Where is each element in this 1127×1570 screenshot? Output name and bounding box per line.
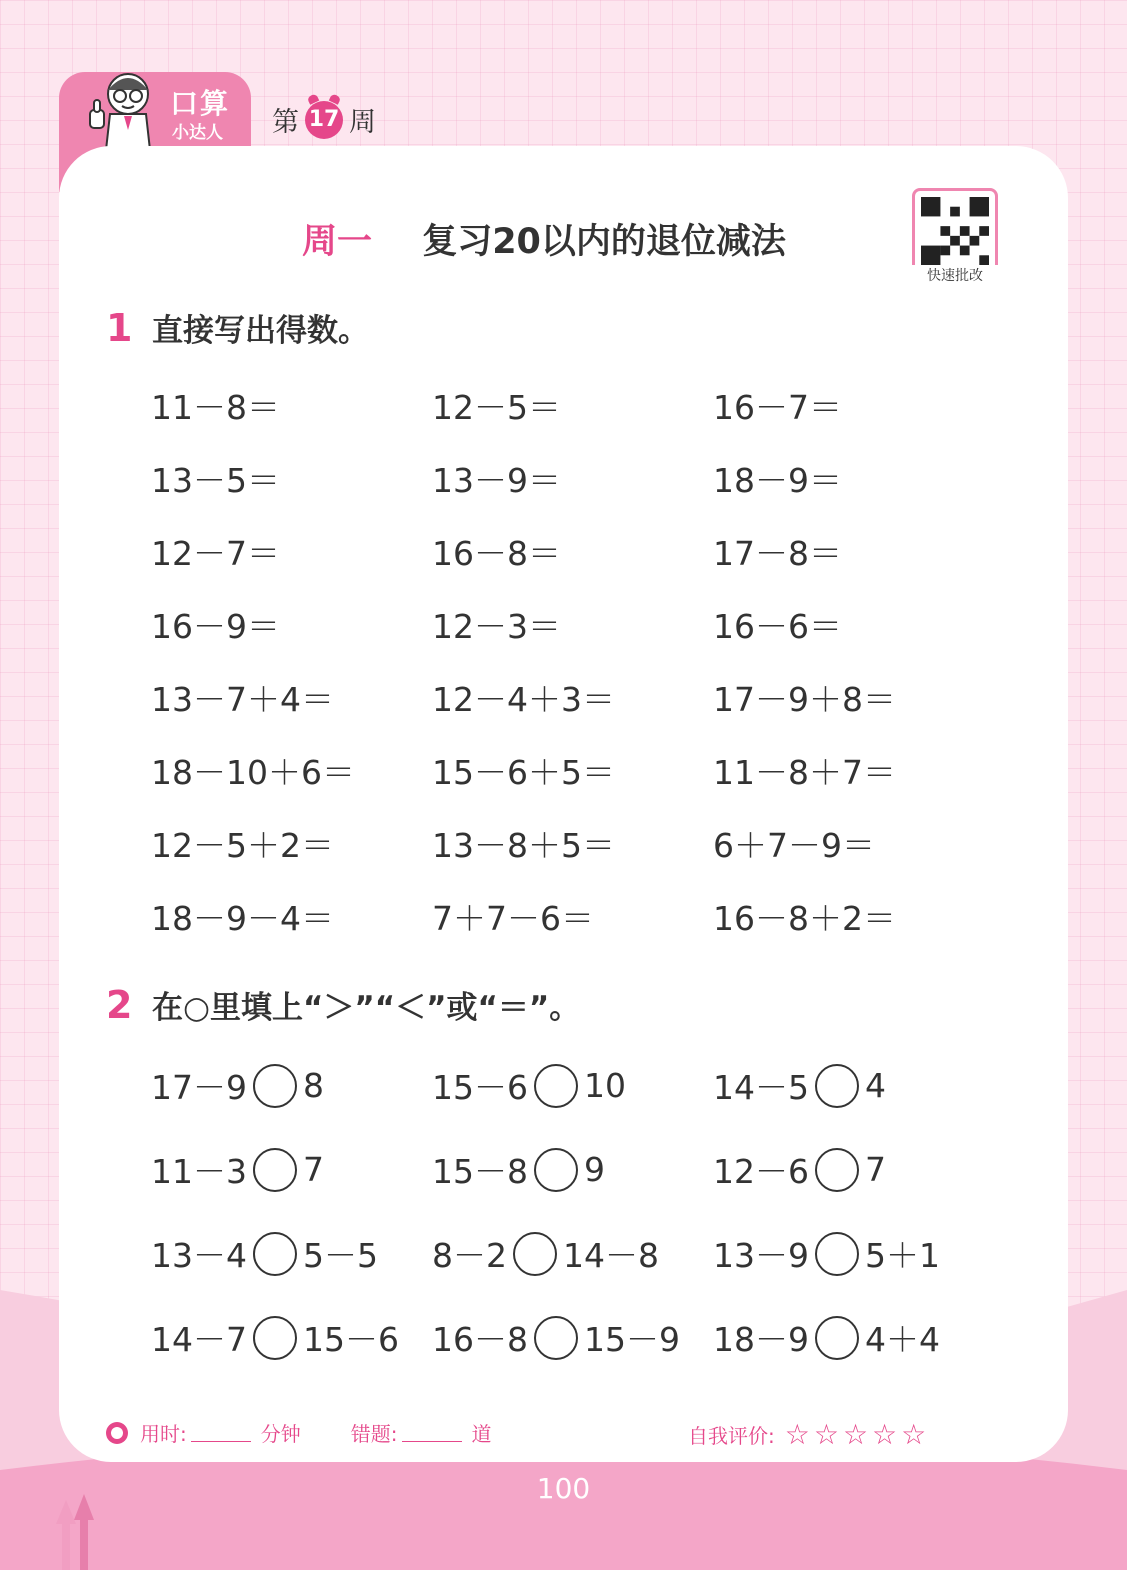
comparison-right: 15－9	[584, 1320, 680, 1359]
page-title	[302, 214, 786, 264]
answer-circle[interactable]	[253, 1064, 297, 1108]
problem: 13－8＋5＝	[432, 826, 615, 865]
answer-circle[interactable]	[253, 1148, 297, 1192]
comparison-right: 5－5	[303, 1236, 378, 1275]
week-suffix: 周	[349, 107, 376, 138]
comparison-left: 8－2	[432, 1236, 507, 1275]
problem: 13－7＋4＝	[151, 680, 334, 719]
problem: 16－7＝	[713, 388, 842, 427]
problem: 12－7＝	[151, 534, 280, 573]
answer-circle[interactable]	[534, 1148, 578, 1192]
problem: 11－8＋7＝	[713, 753, 896, 792]
comparison-left: 14－5	[713, 1068, 809, 1107]
problem: 12－5＋2＝	[151, 826, 334, 865]
problem: 12－3＝	[432, 607, 561, 646]
answer-circle[interactable]	[534, 1316, 578, 1360]
comparison-left: 15－8	[432, 1152, 528, 1191]
section2-number: 2	[106, 982, 133, 1027]
comparison	[713, 1230, 940, 1277]
problem: 12－5＝	[432, 388, 561, 427]
qr-label: 快速批改	[912, 265, 998, 285]
stopwatch-icon	[106, 1422, 128, 1444]
mascot-icon	[80, 70, 170, 150]
problem: 16－8＝	[432, 534, 561, 573]
comparison	[151, 1230, 378, 1277]
comparison-right: 4＋4	[865, 1320, 940, 1359]
star-rating[interactable]: ☆☆☆☆☆	[784, 1418, 931, 1451]
comparison	[713, 1146, 886, 1193]
time-label: 用时:	[140, 1422, 187, 1446]
comparison	[432, 1314, 680, 1361]
tab-subtitle: 小达人	[172, 123, 223, 143]
time-unit: 分钟	[260, 1422, 301, 1446]
answer-circle[interactable]	[815, 1064, 859, 1108]
week-indicator	[272, 100, 376, 139]
comparison	[151, 1062, 324, 1109]
topic-label: 复习20以内的退位减法	[422, 222, 786, 262]
answer-circle[interactable]	[534, 1064, 578, 1108]
comparison-right: 9	[584, 1150, 605, 1189]
problem: 16－9＝	[151, 607, 280, 646]
problem: 16－8＋2＝	[713, 899, 896, 938]
comparison-left: 13－4	[151, 1236, 247, 1275]
comparison	[151, 1146, 324, 1193]
answer-circle[interactable]	[253, 1316, 297, 1360]
comparison-right: 8	[303, 1066, 324, 1105]
answer-circle[interactable]	[513, 1232, 557, 1276]
comparison	[432, 1146, 605, 1193]
problem: 6＋7－9＝	[713, 826, 875, 865]
comparison	[151, 1314, 399, 1361]
problem: 16－6＝	[713, 607, 842, 646]
section1-heading	[106, 305, 369, 350]
answer-circle[interactable]	[253, 1232, 297, 1276]
answer-circle[interactable]	[815, 1232, 859, 1276]
problem: 13－5＝	[151, 461, 280, 500]
section2-heading	[106, 982, 580, 1027]
page-number: 100	[536, 1472, 591, 1505]
comparison-left: 14－7	[151, 1320, 247, 1359]
errors-label: 错题:	[350, 1422, 398, 1446]
comparison-right: 5＋1	[865, 1236, 940, 1275]
comparison-left: 15－6	[432, 1068, 528, 1107]
week-number-badge: 17	[305, 101, 343, 139]
problem: 18－9－4＝	[151, 899, 334, 938]
comparison-left: 17－9	[151, 1068, 247, 1107]
problem: 15－6＋5＝	[432, 753, 615, 792]
problem: 17－9＋8＝	[713, 680, 896, 719]
comparison-left: 16－8	[432, 1320, 528, 1359]
problem: 17－8＝	[713, 534, 842, 573]
problem: 18－10＋6＝	[151, 753, 355, 792]
comparison	[432, 1062, 626, 1109]
comparison-left: 18－9	[713, 1320, 809, 1359]
problem: 7＋7－6＝	[432, 899, 594, 938]
comparison-left: 11－3	[151, 1152, 247, 1191]
comparison-right: 14－8	[563, 1236, 659, 1275]
tab-title: 口算	[170, 87, 231, 120]
section1-number: 1	[106, 305, 133, 350]
comparison	[713, 1314, 940, 1361]
comparison-right: 10	[584, 1066, 626, 1105]
problem: 13－9＝	[432, 461, 561, 500]
comparison	[713, 1062, 886, 1109]
qr-code[interactable]	[912, 188, 998, 274]
arrows-icon	[56, 1490, 100, 1570]
week-prefix: 第	[272, 107, 299, 138]
comparison-right: 4	[865, 1066, 886, 1105]
answer-circle[interactable]	[815, 1148, 859, 1192]
time-input[interactable]	[191, 1423, 251, 1442]
day-label: 周一	[302, 222, 373, 262]
problem: 18－9＝	[713, 461, 842, 500]
comparison-right: 7	[303, 1150, 324, 1189]
answer-circle[interactable]	[815, 1316, 859, 1360]
qr-code-icon	[921, 197, 989, 265]
footer-stats	[106, 1418, 492, 1447]
comparison-right: 15－6	[303, 1320, 399, 1359]
comparison-left: 13－9	[713, 1236, 809, 1275]
self-evaluation	[688, 1418, 930, 1451]
comparison-right: 7	[865, 1150, 886, 1189]
comparison	[432, 1230, 659, 1277]
errors-input[interactable]	[402, 1423, 462, 1442]
section2-instruction: 在○里填上“＞”“＜”或“＝”。	[152, 990, 581, 1026]
problem: 12－4＋3＝	[432, 680, 615, 719]
problem: 11－8＝	[151, 388, 280, 427]
section1-instruction: 直接写出得数。	[152, 313, 369, 349]
errors-unit: 道	[471, 1422, 492, 1446]
comparison-left: 12－6	[713, 1152, 809, 1191]
self-eval-label: 自我评价:	[688, 1424, 775, 1448]
